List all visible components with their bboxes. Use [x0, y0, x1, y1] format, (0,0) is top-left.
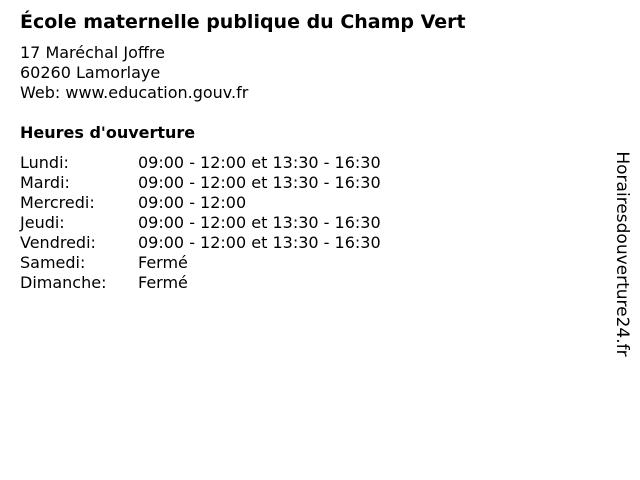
- opening-hours-heading: Heures d'ouverture: [20, 123, 196, 142]
- time-value: 09:00 - 12:00 et 13:30 - 16:30: [138, 173, 381, 192]
- time-value: Fermé: [138, 253, 188, 272]
- time-value: Fermé: [138, 273, 188, 292]
- address-block: [20, 43, 248, 103]
- time-value: 09:00 - 12:00: [138, 193, 247, 212]
- day-label: Mercredi:: [20, 193, 95, 212]
- address-street: 17 Maréchal Joffre: [20, 43, 165, 62]
- day-label: Dimanche:: [20, 273, 107, 292]
- school-name: École maternelle publique du Champ Vert: [20, 11, 466, 33]
- time-value: 09:00 - 12:00 et 13:30 - 16:30: [138, 213, 381, 232]
- day-label: Samedi:: [20, 253, 86, 272]
- day-label: Lundi:: [20, 153, 69, 172]
- day-label: Mardi:: [20, 173, 70, 192]
- day-label: Vendredi:: [20, 233, 96, 252]
- time-value: 09:00 - 12:00 et 13:30 - 16:30: [138, 153, 381, 172]
- time-value: 09:00 - 12:00 et 13:30 - 16:30: [138, 233, 381, 252]
- address-city: 60260 Lamorlaye: [20, 63, 161, 82]
- website-line: Web: www.education.gouv.fr: [20, 83, 249, 102]
- day-label: Jeudi:: [20, 213, 65, 232]
- site-watermark: Horairesdouverture24.fr: [612, 151, 632, 357]
